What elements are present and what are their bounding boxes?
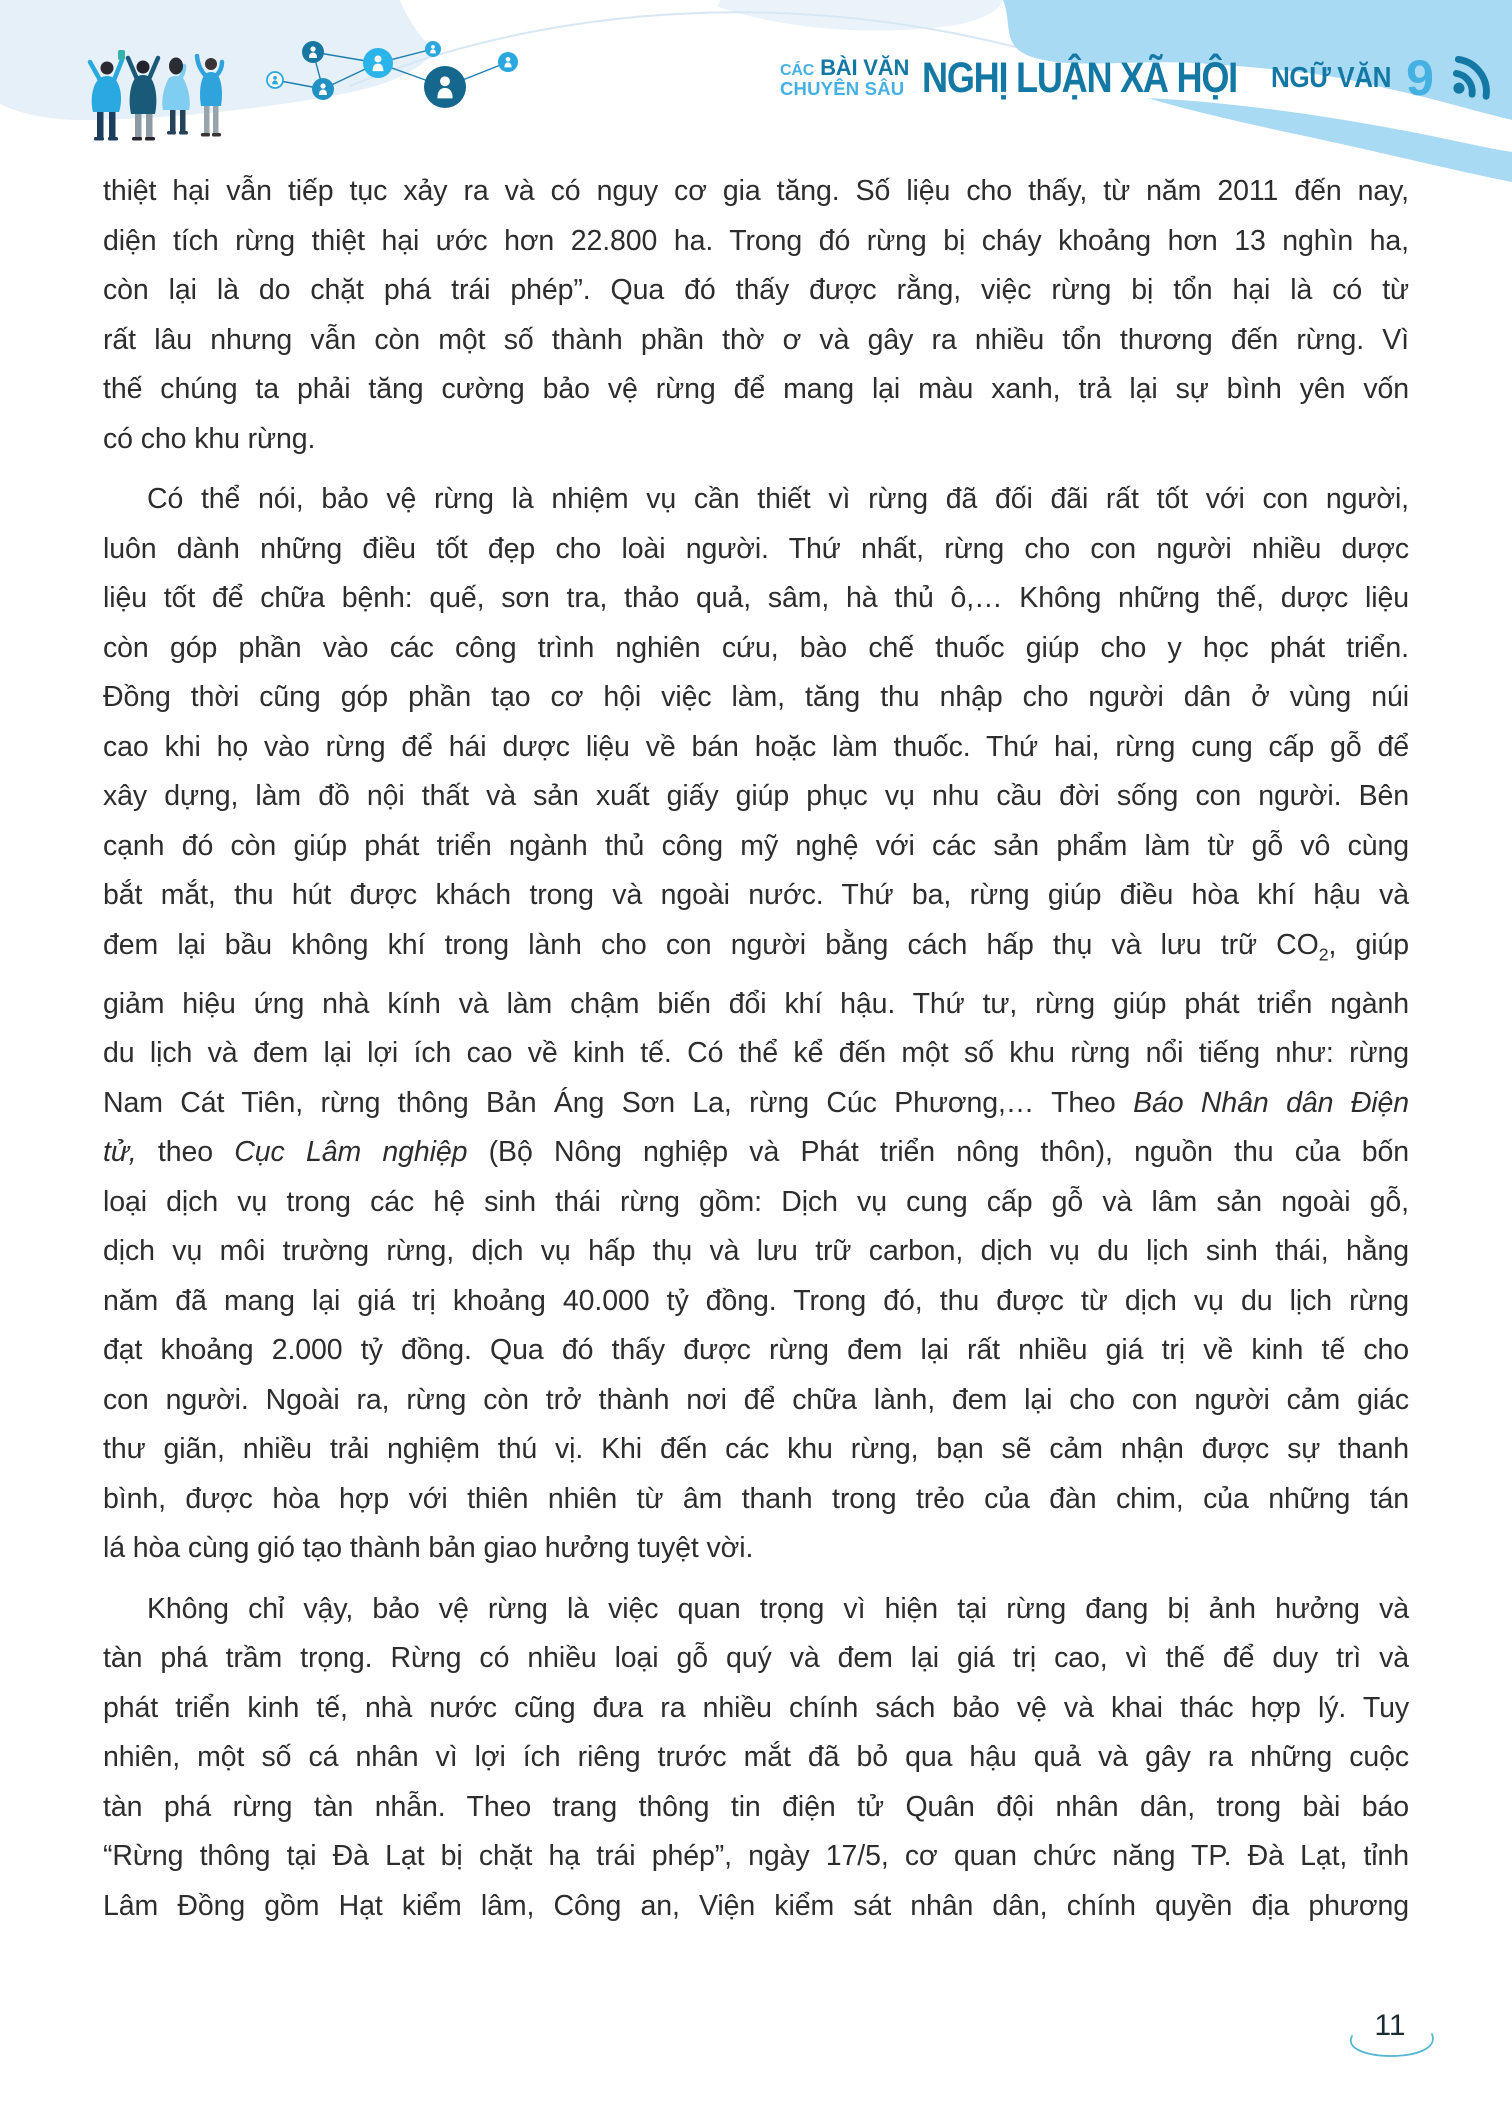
text-line: nhiên, một số cá nhân vì lợi ích riêng trước mắt đã bỏ qua hậu quả và gây ra những cuộc: [103, 1741, 1409, 1774]
book-brand: [780, 44, 1495, 112]
text-line: thế chúng ta phải tăng cường bảo vệ rừng để mang lại màu xanh, trả lại sự bình yên vốn: [103, 373, 1409, 405]
network-node: [363, 48, 393, 78]
text-line: năm đã mang lại giá trị khoảng 40.000 tỷ đồng. Trong đó, thu được từ dịch vụ du lịch rừng: [103, 1284, 1409, 1317]
text-line: rất lâu nhưng vẫn còn một số thành phần thờ ơ và gây ra nhiều tổn thương đến rừng. Vì: [103, 323, 1409, 356]
text-line: thiệt hại vẫn tiếp tục xảy ra và có nguy cơ gia tăng. Số liệu cho thấy, từ năm 2011 đến nay,: [103, 175, 1409, 207]
text-line: xây dựng, làm đồ nội thất và sản xuất giấy giúp phục vụ nhu cầu đời sống con người. Bên: [103, 780, 1409, 812]
book-subject: NGỮ VĂN: [1271, 61, 1392, 94]
text-line: luôn dành những điều tốt đẹp cho loài người. Thứ nhất, rừng cho con người nhiều dược: [103, 532, 1409, 565]
text-line: bắt mắt, thu hút được khách trong và ngoài nước. Thứ ba, rừng giúp điều hòa khí hậu và: [103, 879, 1409, 911]
text-line: con người. Ngoài ra, rừng còn trở thành nơi để chữa lành, đem lại cho con người cảm giác: [103, 1383, 1409, 1416]
rss-icon: [1449, 55, 1495, 101]
text-line: giảm hiệu ứng nhà kính và làm chậm biến đổi khí hậu. Thứ tư, rừng giúp phát triển ngành: [103, 987, 1409, 1020]
text-line: dịch vụ môi trường rừng, dịch vụ hấp thụ và lưu trữ carbon, dịch vụ du lịch sinh thái, hằng: [103, 1235, 1409, 1268]
series-subtitle: CHUYÊN SÂU: [780, 77, 905, 99]
text-line: du lịch và đem lại lợi ích cao về kinh tế. Có thể kể đến một số khu rừng nổi tiếng như: rừng: [103, 1037, 1409, 1070]
network-node: [312, 78, 334, 100]
paragraph: [103, 475, 1409, 1574]
paragraph: [103, 167, 1409, 464]
pale-top-strip: [700, 0, 1003, 31]
text-line: tàn phá trầm trọng. Rừng có nhiều loại gỗ quý và đem lại giá trị cao, vì thế để duy trì và: [103, 1642, 1409, 1675]
text-line: còn lại là do chặt phá trái phép”. Qua đó thấy được rằng, việc rừng bị tổn hại là có từ: [103, 274, 1409, 306]
network-node: [425, 41, 441, 57]
text-line: đạt khoảng 2.000 tỷ đồng. Qua đó thấy được rừng đem lại rất nhiều giá trị về kinh tế cho: [103, 1334, 1409, 1367]
text-line: Lâm Đồng gồm Hạt kiểm lâm, Công an, Viện kiểm sát nhân dân, chính quyền địa phương: [103, 1889, 1409, 1922]
text-line: Có thể nói, bảo vệ rừng là nhiệm vụ cần thiết vì rừng đã đối đãi rất tốt với con người,: [147, 483, 1409, 515]
text-line: phát triển kinh tế, nhà nước cũng đưa ra nhiều chính sách bảo vệ và khai thác hợp lý. Tuy: [103, 1691, 1409, 1724]
text-line: có cho khu rừng.: [103, 422, 316, 455]
text-line: tử, theo Cục Lâm nghiệp (Bộ Nông nghiệp và Phát triển nông thôn), nguồn thu của bốn: [103, 1136, 1409, 1169]
body-text: [103, 167, 1409, 1931]
text-line: còn góp phần vào các công trình nghiên cứu, bào chế thuốc giúp cho y học phát triển.: [103, 631, 1409, 664]
text-line: Không chỉ vậy, bảo vệ rừng là việc quan trọng vì hiện tại rừng đang bị ảnh hưởng và: [147, 1592, 1409, 1625]
book-title: NGHỊ LUẬN XÃ HỘI: [922, 53, 1238, 102]
page-footer: [0, 1995, 1512, 2085]
paragraph: [103, 1585, 1409, 1932]
series-prefix: CÁC: [780, 62, 815, 80]
page-number: 11: [1374, 2009, 1406, 2042]
grade-number: 9: [1406, 50, 1434, 106]
network-node: [498, 52, 518, 72]
series-name: BÀI VĂN: [820, 55, 910, 81]
network-node: [424, 66, 466, 108]
text-line: liệu tốt để chữa bệnh: quế, sơn tra, thảo quả, sâm, hà thủ ô,… Không những thế, dược liệu: [103, 582, 1409, 614]
series-label: [780, 57, 909, 98]
text-line: đem lại bầu không khí trong lành cho con người bằng cách hấp thụ và lưu trữ $CO_2$, giúp: [103, 928, 1410, 965]
text-line: Nam Cát Tiên, rừng thông Bản Áng Sơn La, rừng Cúc Phương,… Theo Báo Nhân dân Điện: [103, 1086, 1409, 1119]
text-line: “Rừng thông tại Đà Lạt bị chặt hạ trái phép”, ngày 17/5, cơ quan chức năng TP. Đà Lạt, tỉnh: [103, 1840, 1409, 1873]
network-node: [267, 72, 283, 88]
text-line: lá hòa cùng gió tạo thành bản giao hưởng tuyệt vời.: [103, 1532, 754, 1565]
network-node: [302, 41, 324, 63]
text-line: cạnh đó còn giúp phát triển ngành thủ công mỹ nghệ với các sản phẩm làm từ gỗ vô cùng: [103, 829, 1409, 862]
text-line: bình, được hòa hợp với thiên nhiên từ âm thanh trong trẻo của đàn chim, của những tán: [103, 1482, 1409, 1515]
page-number-arc: [1336, 2025, 1454, 2069]
text-line: thư giãn, nhiều trải nghiệm thú vị. Khi đến các khu rừng, bạn sẽ cảm nhận được sự thanh: [103, 1433, 1409, 1466]
text-line: cao khi họ vào rừng để hái dược liệu về bán hoặc làm thuốc. Thứ hai, rừng cung cấp gỗ để: [103, 730, 1409, 763]
text-line: loại dịch vụ trong các hệ sinh thái rừng gồm: Dịch vụ cung cấp gỗ và lâm sản ngoài gỗ,: [103, 1185, 1409, 1218]
person-figure: [128, 58, 158, 141]
text-line: tàn phá rừng tàn nhẫn. Theo trang thông tin điện tử Quân đội nhân dân, trong bài báo: [103, 1790, 1409, 1823]
text-line: Đồng thời cũng góp phần tạo cơ hội việc làm, tăng thu nhập cho người dân ở vùng núi: [103, 681, 1409, 713]
text-line: diện tích rừng thiệt hại ước hơn 22.800 ha. Trong đó rừng bị cháy khoảng hơn 13 nghìn ha,: [103, 224, 1409, 257]
